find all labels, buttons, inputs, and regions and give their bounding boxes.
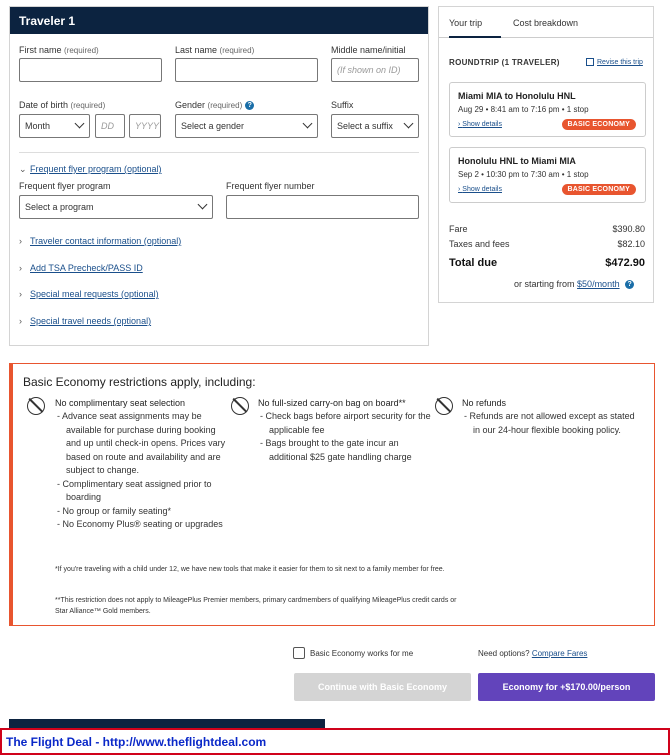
checkbox-label: Basic Economy works for me (310, 649, 414, 658)
show-details-link[interactable]: › Show details (458, 121, 502, 128)
tab-cost-breakdown[interactable]: Cost breakdown (513, 18, 579, 28)
chevron-down-icon (303, 119, 313, 129)
ffp-label: Frequent flyer program (19, 181, 111, 191)
chevron-right-icon: › (19, 236, 22, 246)
gender-label: Gender (required) ? (175, 100, 254, 110)
meal-link[interactable]: Special meal requests (optional) (30, 289, 159, 299)
fare-class-badge: BASIC ECONOMY (562, 184, 637, 195)
travel-needs-link[interactable]: Special travel needs (optional) (30, 316, 152, 326)
traveler-title: Traveler 1 (10, 7, 428, 34)
segment-card-outbound (449, 82, 646, 137)
no-carry-on-icon (231, 397, 249, 415)
chevron-right-icon: › (19, 289, 22, 299)
suffix-value: Select a suffix (337, 121, 393, 131)
chevron-right-icon: › (19, 316, 22, 326)
watermark-banner (0, 728, 670, 755)
segment-route: Miami MIA to Honolulu HNL (458, 91, 576, 101)
ffn-input[interactable] (226, 195, 419, 219)
help-icon[interactable]: ? (625, 280, 634, 289)
contact-info-link[interactable]: Traveler contact information (optional) (30, 236, 182, 246)
active-tab-indicator (449, 36, 501, 38)
no-seat-icon (27, 397, 45, 415)
taxes-row: Taxes and fees $82.10 (449, 239, 645, 249)
middle-name-input[interactable]: (If shown on ID) (331, 58, 419, 82)
ffn-label: Frequent flyer number (226, 181, 315, 191)
financing-link[interactable]: $50/month (577, 279, 620, 289)
watermark-text: The Flight Deal - http://www.theflightdeal.com (6, 735, 267, 749)
show-details-link[interactable]: › Show details (458, 186, 502, 193)
segment-route: Honolulu HNL to Miami MIA (458, 156, 576, 166)
gender-select[interactable] (175, 114, 318, 138)
fare-row: Fare $390.80 (449, 224, 645, 234)
edit-icon (586, 58, 594, 66)
need-options: Need options? Compare Fares (478, 649, 588, 658)
tsa-link[interactable]: Add TSA Precheck/PASS ID (30, 263, 143, 273)
gender-value: Select a gender (181, 121, 245, 131)
dob-day-input[interactable]: DD (95, 114, 125, 138)
help-icon[interactable]: ? (245, 101, 254, 110)
restrictions-title: Basic Economy restrictions apply, including: (23, 375, 256, 389)
first-name-input[interactable] (19, 58, 162, 82)
dob-month-select[interactable] (19, 114, 90, 138)
compare-fares-link[interactable]: Compare Fares (531, 649, 588, 658)
economy-upgrade-button[interactable]: Economy for +$170.00/person (478, 673, 655, 701)
restriction-heading: No refunds (462, 398, 507, 408)
dob-month-value: Month (25, 121, 51, 131)
basic-economy-checkbox[interactable] (293, 647, 305, 659)
footnote-child-seating: *If you're traveling with a child under 12, we have new tools that make it easier for them to sit next to a family member for free. (55, 566, 445, 573)
financing-note: or starting from $50/month ? (514, 279, 634, 289)
chevron-down-icon: ⌄ (19, 164, 27, 174)
segment-times: Sep 2 • 10:30 pm to 7:30 am • 1 stop (458, 170, 589, 179)
first-name-label: First name (required) (19, 45, 99, 55)
ffp-toggle-link[interactable]: Frequent flyer program (optional) (30, 164, 162, 174)
segment-card-return (449, 147, 646, 203)
restriction-list: - Check bags before airport security for the applicable fee - Bags brought to the gate incur an additional $25 gate handling charge (260, 411, 431, 462)
restriction-heading: No complimentary seat selection (55, 398, 186, 408)
footnote-carry-on-exemption: **This restriction does not apply to MileagePlus Premier members, primary cardmembers of qualifying MileagePlus credit cards or Star Alliance™ Gold members. (55, 597, 457, 615)
fare-class-badge: BASIC ECONOMY (562, 119, 637, 130)
no-refund-icon (435, 397, 453, 415)
divider (19, 152, 419, 153)
middle-name-label: Middle name/initial (331, 45, 406, 55)
segment-times: Aug 29 • 8:41 am to 7:16 pm • 1 stop (458, 105, 589, 114)
restriction-heading: No full-sized carry-on bag on board** (258, 398, 406, 408)
restriction-list: - Advance seat assignments may be available for purchase during booking and up until check-in opens. Prices vary based on route and availability and are subject to change. - Complimentary seat assigned prior to boarding - No group or family seating* - No Economy Plus® seating or upgrades (57, 411, 226, 529)
dob-year-input[interactable]: YYYY (129, 114, 161, 138)
tab-your-trip[interactable]: Your trip (449, 18, 483, 28)
ffp-value: Select a program (25, 202, 94, 212)
basic-economy-restrictions (9, 363, 655, 626)
last-name-label: Last name (required) (175, 45, 255, 55)
suffix-select[interactable] (331, 114, 419, 138)
revise-trip-link[interactable]: Revise this trip (586, 58, 643, 66)
continue-basic-button[interactable]: Continue with Basic Economy (294, 673, 471, 701)
traveler-card (9, 6, 429, 346)
dob-label: Date of birth (required) (19, 100, 106, 110)
restriction-list: - Refunds are not allowed except as stated in our 24-hour flexible booking policy. (464, 411, 635, 435)
chevron-down-icon (404, 119, 414, 129)
chevron-right-icon: › (19, 263, 22, 273)
ffp-select[interactable] (19, 195, 213, 219)
chevron-down-icon (198, 200, 208, 210)
suffix-label: Suffix (331, 100, 354, 110)
roundtrip-title: ROUNDTRIP (1 TRAVELER) (449, 58, 560, 67)
total-row: Total due $472.90 (449, 257, 645, 269)
chevron-down-icon (75, 119, 85, 129)
last-name-input[interactable] (175, 58, 318, 82)
